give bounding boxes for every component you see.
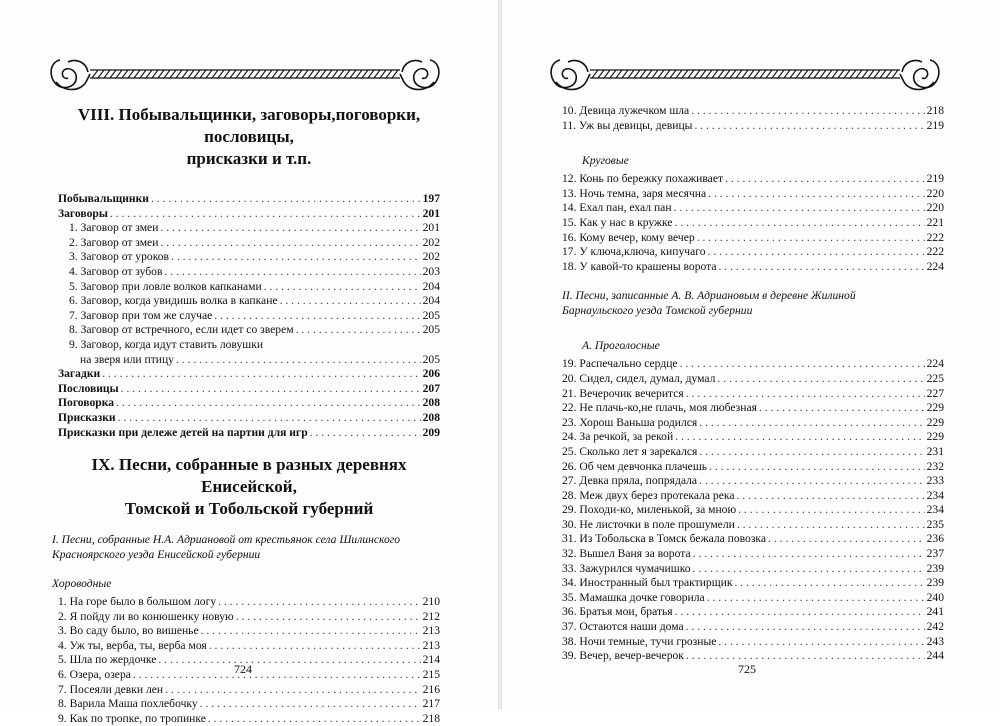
toc-entry <box>58 411 440 426</box>
toc-entry <box>58 294 440 309</box>
toc-entry-label: 35. Мамашка дочке говорила <box>562 590 705 604</box>
toc-entry-label: 4. Заговор от зубов <box>69 264 163 278</box>
toc-entry-label: 14. Ехал пан, ехал пан <box>562 201 672 215</box>
leader-dots <box>121 382 421 397</box>
leader-dots <box>718 635 924 650</box>
toc-entry-label: 33. Зажурился чумачишко <box>562 561 691 575</box>
leader-dots <box>717 372 924 387</box>
leader-dots <box>736 489 924 504</box>
leader-dots <box>200 697 421 712</box>
toc-entry-label: 8. Заговор от встречного, если идет со зверем <box>69 323 294 337</box>
toc-entry <box>562 104 944 119</box>
folio-left: 724 <box>234 662 252 676</box>
toc-entry-page: 215 <box>422 668 440 682</box>
toc-entry-page: 231 <box>926 444 944 458</box>
toc-entry-page: 240 <box>926 590 944 604</box>
toc-entry-page: 233 <box>926 474 944 488</box>
toc-entry-label: 26. Об чем девчонка плачешь <box>562 459 708 473</box>
leader-dots <box>675 605 925 620</box>
leader-dots <box>737 518 925 533</box>
toc-entry-label: 11. Уж вы девицы, девицы <box>562 118 693 132</box>
toc-entry-page: 222 <box>926 245 944 259</box>
toc-entry <box>58 712 440 726</box>
toc-entry <box>562 562 944 577</box>
folio-right: 725 <box>738 662 756 676</box>
toc-entry <box>58 207 440 222</box>
toc-entry <box>562 489 944 504</box>
toc-entry-page: 243 <box>926 634 944 648</box>
leader-dots <box>209 639 421 654</box>
toc-entry <box>58 382 440 397</box>
toc-entry <box>562 401 944 416</box>
leader-dots <box>707 591 925 606</box>
toc-entry-page: 242 <box>926 620 944 634</box>
leader-dots <box>694 119 924 134</box>
toc-entry <box>58 610 440 625</box>
book-gutter <box>498 0 502 709</box>
leader-dots <box>725 172 925 187</box>
leader-dots <box>709 460 925 475</box>
toc-entry-page: 236 <box>926 532 944 546</box>
toc-entry-label: 24. За речкой, за рекой <box>562 430 674 444</box>
leader-dots <box>768 532 925 547</box>
toc-entry-label: Заговоры <box>58 206 108 220</box>
toc-entry-wrapped-line2 <box>58 353 440 368</box>
toc-entry <box>562 445 944 460</box>
toc-entry <box>562 387 944 402</box>
toc-entry-page: 205 <box>422 308 440 322</box>
toc-entry-page: 229 <box>926 401 944 415</box>
toc-entry-page: 218 <box>926 104 944 117</box>
leader-dots <box>708 187 924 202</box>
toc-entry-page: 204 <box>422 279 440 293</box>
right-rope-ornament-icon <box>546 52 944 96</box>
toc-entry-label: Присказки <box>58 410 116 424</box>
toc-entry-label: Побывальщинки <box>58 192 149 205</box>
toc-entry-label: 34. Иностранный был трактирщик <box>562 576 733 590</box>
toc-entry <box>562 460 944 475</box>
section-ix-title-line2: Томской и Тобольской губерний <box>124 499 374 519</box>
section-viii-title-line2: присказки и т.п. <box>186 149 312 168</box>
toc-list-songs-cont <box>562 104 944 133</box>
toc-entry <box>58 697 440 712</box>
toc-entry-label: 18. У кавой-то крашены ворота <box>562 259 717 273</box>
toc-entry <box>58 250 440 265</box>
leader-dots <box>759 401 925 416</box>
leader-dots <box>133 668 421 683</box>
toc-entry <box>58 426 440 441</box>
leader-dots <box>693 562 925 577</box>
leader-dots <box>686 387 925 402</box>
toc-entry <box>562 187 944 202</box>
toc-entry-page: 217 <box>422 697 440 711</box>
toc-entry-label: Поговорка <box>58 396 115 410</box>
leader-dots <box>697 231 925 246</box>
subhead-progolosnye: А. Проголосные <box>582 339 660 353</box>
leader-dots <box>675 216 925 231</box>
toc-entry-page: 239 <box>926 576 944 590</box>
toc-entry-label: 38. Ночи темные, тучи грозные <box>562 634 717 648</box>
toc-entry-label: 12. Конь по бережку похаживает <box>562 172 724 186</box>
leader-dots <box>699 474 925 489</box>
toc-entry-label: 39. Вечер, вечер-вечерок <box>562 649 684 663</box>
leader-dots <box>296 323 421 338</box>
toc-entry-label: 3. Во саду было, во вишенье <box>58 624 199 638</box>
toc-entry-page: 234 <box>926 503 944 517</box>
toc-entry-label: Присказки при дележе детей на партии для игр <box>58 425 308 439</box>
part-ii-heading-line2: Барнаульского уезда Томской губернии <box>562 304 753 318</box>
leader-dots <box>738 503 924 518</box>
leader-dots <box>102 367 420 382</box>
toc-entry-page: 204 <box>422 294 440 308</box>
toc-entry-page: 214 <box>422 653 440 667</box>
toc-entry-label: 19. Распечально сердце <box>562 357 678 371</box>
leader-dots <box>708 245 925 260</box>
toc-entry-label: 16. Кому вечер, кому вечер <box>562 230 695 244</box>
leader-dots <box>699 445 924 460</box>
toc-entry-page: 210 <box>422 595 440 609</box>
toc-entry <box>562 119 944 134</box>
toc-entry <box>562 635 944 650</box>
toc-entry-label: 28. Меж двух берез протекала река <box>562 488 735 502</box>
toc-entry <box>562 503 944 518</box>
leader-dots <box>680 357 925 372</box>
toc-entry-label: Пословицы <box>58 381 119 395</box>
section-ix-title <box>58 454 440 520</box>
toc-entry-page: 220 <box>926 186 944 200</box>
toc-entry-label: 36. Братья мои, братья <box>562 605 673 619</box>
toc-entry <box>562 591 944 606</box>
toc-entry-page: 220 <box>926 201 944 215</box>
toc-entry-label: 29. Походи-ко, миленькой, за мною <box>562 503 737 517</box>
toc-entry <box>562 576 944 591</box>
toc-entry-page: 205 <box>422 352 440 366</box>
toc-entry-label: 5. Заговор при ловле волков капканами <box>69 279 262 293</box>
leader-dots <box>214 309 420 324</box>
toc-entry <box>562 245 944 260</box>
leader-dots <box>691 104 924 119</box>
toc-entry <box>58 309 440 324</box>
toc-entry-page: 237 <box>926 547 944 561</box>
toc-entry-label: 27. Девка пряла, попрядала <box>562 474 698 488</box>
toc-entry <box>562 172 944 187</box>
toc-entry-label: 2. Заговор от змеи <box>69 235 159 249</box>
leader-dots <box>158 653 420 668</box>
toc-entry <box>562 547 944 562</box>
toc-entry-page: 224 <box>926 357 944 371</box>
part-ii-heading-line1: II. Песни, записанные А. В. Адриановым в деревне Жилиной <box>562 289 856 303</box>
toc-entry-page: 212 <box>422 609 440 623</box>
toc-entry <box>562 474 944 489</box>
toc-list-round-songs <box>562 172 944 274</box>
leader-dots <box>165 683 421 698</box>
leader-dots <box>171 250 421 265</box>
toc-entry <box>58 221 440 236</box>
toc-entry-page: 213 <box>422 624 440 638</box>
leader-dots <box>116 396 421 411</box>
leader-dots <box>151 192 421 207</box>
leader-dots <box>735 576 925 591</box>
toc-entry <box>562 372 944 387</box>
toc-entry <box>562 201 944 216</box>
leader-dots <box>118 411 421 426</box>
toc-entry <box>58 280 440 295</box>
section-viii-title <box>58 104 440 170</box>
toc-entry-label: 1. Заговор от змеи <box>69 221 159 235</box>
toc-entry-page: 206 <box>422 367 440 381</box>
leader-dots <box>686 620 925 635</box>
toc-list-viii-b <box>58 367 440 440</box>
section-ix-title-line1: IX. Песни, собранные в разных деревнях Енисейской, <box>91 455 407 497</box>
leader-dots <box>699 416 924 431</box>
leader-dots <box>164 265 420 280</box>
leader-dots <box>110 207 421 222</box>
toc-entry <box>58 683 440 698</box>
toc-entry-label: 37. Остаются наши дома <box>562 620 684 634</box>
toc-entry-page: 219 <box>926 172 944 186</box>
toc-entry-page: 229 <box>926 430 944 444</box>
toc-entry-page: 219 <box>926 118 944 132</box>
toc-entry-label: 7. Посеяли девки лен <box>58 682 164 696</box>
toc-entry <box>562 216 944 231</box>
toc-entry-label: 25. Сколько лет я зарекался <box>562 444 698 458</box>
toc-entry <box>562 605 944 620</box>
toc-entry-label: 30. Не листочки в поле прошумели <box>562 517 735 531</box>
toc-entry-page: 201 <box>422 221 440 235</box>
toc-entry-page: 201 <box>422 206 440 220</box>
toc-entry-page: 232 <box>926 459 944 473</box>
toc-entry <box>58 595 440 610</box>
toc-entry-label: 1. На горе было в большом логу <box>58 595 217 609</box>
toc-entry <box>58 323 440 338</box>
right-page-content <box>562 104 944 664</box>
toc-entry-label: 32. Вышел Ваня за ворота <box>562 547 691 561</box>
toc-entry-page: 197 <box>422 192 440 205</box>
toc-entry-label: 8. Варила Маша похлебочку <box>58 697 198 711</box>
toc-entry <box>562 357 944 372</box>
leader-dots <box>160 236 420 251</box>
leader-dots <box>719 260 925 275</box>
toc-entry-label: 20. Сидел, сидел, думал, думал <box>562 371 716 385</box>
toc-entry <box>562 231 944 246</box>
toc-entry-label: 17. У ключа,ключа, кипучаго <box>562 245 706 259</box>
toc-entry-page: 213 <box>422 638 440 652</box>
toc-entry-page: 216 <box>422 682 440 696</box>
toc-entry <box>58 236 440 251</box>
left-page-content <box>52 104 440 726</box>
leader-dots <box>675 430 924 445</box>
toc-entry-label: 23. Хорош Ваньша родился <box>562 415 698 429</box>
toc-list-viii <box>58 192 440 338</box>
leader-dots <box>693 547 925 562</box>
toc-entry <box>562 430 944 445</box>
leader-dots <box>208 712 421 726</box>
toc-entry-page: 224 <box>926 259 944 273</box>
leader-dots <box>310 426 421 441</box>
toc-entry-page: 221 <box>926 215 944 229</box>
leader-dots <box>264 280 421 295</box>
toc-entry <box>562 260 944 275</box>
toc-entry-label: 3. Заговор от уроков <box>69 250 170 264</box>
section-viii-title-line1: VIII. Побывальщинки, заговоры,поговорки, пословицы, <box>77 105 421 146</box>
toc-entry-page: 239 <box>926 561 944 575</box>
subhead-khorovodnye: Хороводные <box>52 577 112 591</box>
toc-entry <box>58 396 440 411</box>
subhead-krugovye: Круговые <box>582 154 629 168</box>
toc-entry <box>58 192 440 207</box>
toc-entry <box>562 532 944 547</box>
toc-entry <box>58 265 440 280</box>
part-i-heading-line1: I. Песни, собранные Н.А. Адриановой от крестьянок села Шилинского <box>52 533 401 547</box>
leader-dots <box>674 201 925 216</box>
toc-entry-page: 235 <box>926 517 944 531</box>
toc-entry-page: 205 <box>422 323 440 337</box>
left-rope-ornament-icon <box>46 52 444 96</box>
toc-entry-label: на зверя или птицу <box>80 352 174 366</box>
leader-dots <box>160 221 420 236</box>
toc-entry-page: 229 <box>926 415 944 429</box>
toc-entry-wrapped-line1: 9. Заговор, когда идут ставить ловушки <box>69 337 264 351</box>
toc-entry-label: 21. Вечерочик вечерится <box>562 386 684 400</box>
toc-entry-label: Загадки <box>58 367 101 381</box>
toc-entry-page: 227 <box>926 386 944 400</box>
toc-entry-page: 203 <box>422 264 440 278</box>
toc-entry-label: 22. Не плачь-ко,не плачь, моя любезная <box>562 401 757 415</box>
toc-entry-label: 13. Ночь темна, заря месячна <box>562 186 707 200</box>
toc-entry-page: 202 <box>422 235 440 249</box>
toc-entry-page: 234 <box>926 488 944 502</box>
toc-entry-page: 209 <box>422 425 440 439</box>
toc-entry-label: 7. Заговор при том же случае <box>69 308 213 322</box>
toc-entry <box>58 639 440 654</box>
toc-entry <box>562 620 944 635</box>
toc-entry-page: 207 <box>422 381 440 395</box>
leader-dots <box>686 649 925 664</box>
toc-entry-label: 5. Шла по жердочке <box>58 653 157 667</box>
part-i-heading-line2: Красноярского уезда Енисейской губернии <box>52 548 261 562</box>
toc-entry-label: 10. Девица лужечком шла <box>562 104 690 117</box>
toc-entry-label: 2. Я пойду ли во конюшенку новую <box>58 609 234 623</box>
toc-entry-page: 244 <box>926 649 944 663</box>
toc-entry <box>562 518 944 533</box>
toc-entry-label: 6. Заговор, когда увидишь волка в капкане <box>69 294 278 308</box>
toc-entry <box>58 624 440 639</box>
toc-entry-page: 225 <box>926 371 944 385</box>
leader-dots <box>280 294 421 309</box>
toc-entry-page: 208 <box>422 410 440 424</box>
toc-entry-label: 4. Уж ты, верба, ты, верба моя <box>58 638 207 652</box>
toc-list-long-songs <box>562 357 944 663</box>
toc-entry-page: 208 <box>422 396 440 410</box>
toc-entry-label: 6. Озера, озера <box>58 668 131 682</box>
toc-entry-page: 241 <box>926 605 944 619</box>
toc-entry-label: 15. Как у нас в кружке <box>562 215 673 229</box>
toc-entry <box>562 416 944 431</box>
toc-entry-page: 218 <box>422 711 440 725</box>
toc-list-songs <box>58 595 440 726</box>
leader-dots <box>236 610 421 625</box>
leader-dots <box>201 624 421 639</box>
toc-entry <box>58 367 440 382</box>
toc-entry-page: 202 <box>422 250 440 264</box>
toc-entry-label: 31. Из Тобольска в Томск бежала повозка <box>562 532 767 546</box>
toc-entry-label: 9. Как по тропке, по тропинке <box>58 711 206 725</box>
leader-dots <box>176 353 421 368</box>
toc-entry-page: 222 <box>926 230 944 244</box>
leader-dots <box>218 595 420 610</box>
